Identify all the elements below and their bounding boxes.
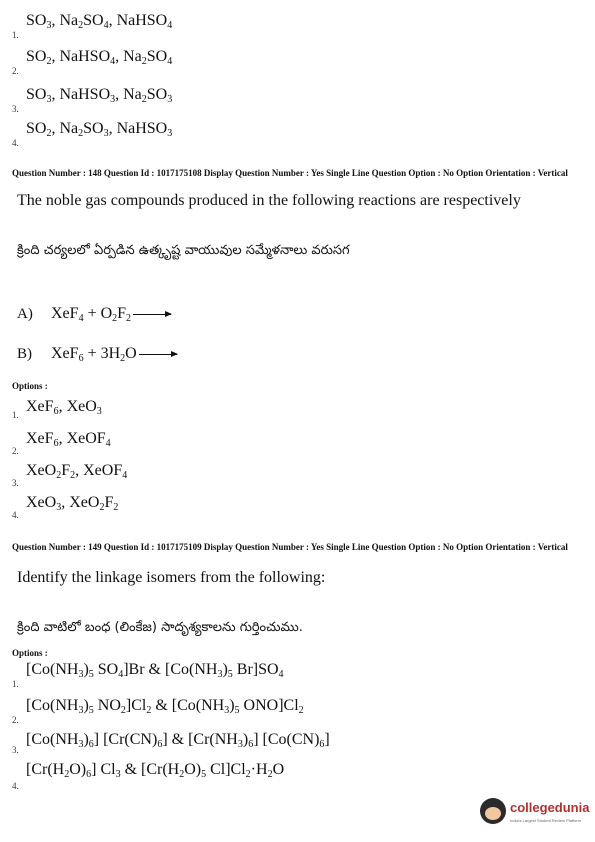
formula: $SO_2$, NaHSO$_4$, $Na_2SO_4$ bbox=[26, 48, 173, 67]
collegedunia-logo: collegedunia India's Largest Student Review Platform bbox=[480, 796, 590, 832]
formula: $SO_3$, NaHSO$_3$, $Na_2SO_3$ bbox=[26, 86, 173, 105]
q148-meta: Question Number : 148 Question Id : 1017175108 Display Question Number : Yes Single Line Question Option : No Option Orientation : Vertical bbox=[12, 168, 568, 178]
q149-text: Identify the linkage isomers from the following: bbox=[17, 569, 326, 586]
reaction-a: A) $XeF_4 + O_2F_2$ bbox=[17, 305, 171, 323]
arrow-icon bbox=[133, 314, 171, 315]
q149-meta: Question Number : 149 Question Id : 1017175109 Display Question Number : Yes Single Line Question Option : No Option Orientation : Vertical bbox=[12, 542, 568, 552]
q149-telugu: క్రింది వాటిలో బంధ (లింకేజ) సాదృశ్యకాలను గుర్తించుము. bbox=[17, 620, 303, 635]
q148-telugu: క్రింది చర్యలలో ఏర్పడిన ఉత్కృష్ట వాయువుల సమ్మేళనాలు వరుసగ bbox=[17, 243, 350, 258]
formula: $SO_2$, $Na_2SO_3$, NaHSO$_3$ bbox=[26, 120, 173, 139]
formula: $SO_3$, $Na_2SO_4$, NaHSO$_4$ bbox=[26, 12, 173, 31]
reaction-b: B) $XeF_6 + 3H_2O$ bbox=[17, 345, 177, 363]
q148-text: The noble gas compounds produced in the following reactions are respectively bbox=[17, 192, 521, 209]
mascot-icon bbox=[480, 798, 506, 824]
q149-options-label: Options : bbox=[12, 648, 48, 658]
q148-options-label: Options : bbox=[12, 381, 48, 391]
arrow-icon bbox=[139, 354, 177, 355]
